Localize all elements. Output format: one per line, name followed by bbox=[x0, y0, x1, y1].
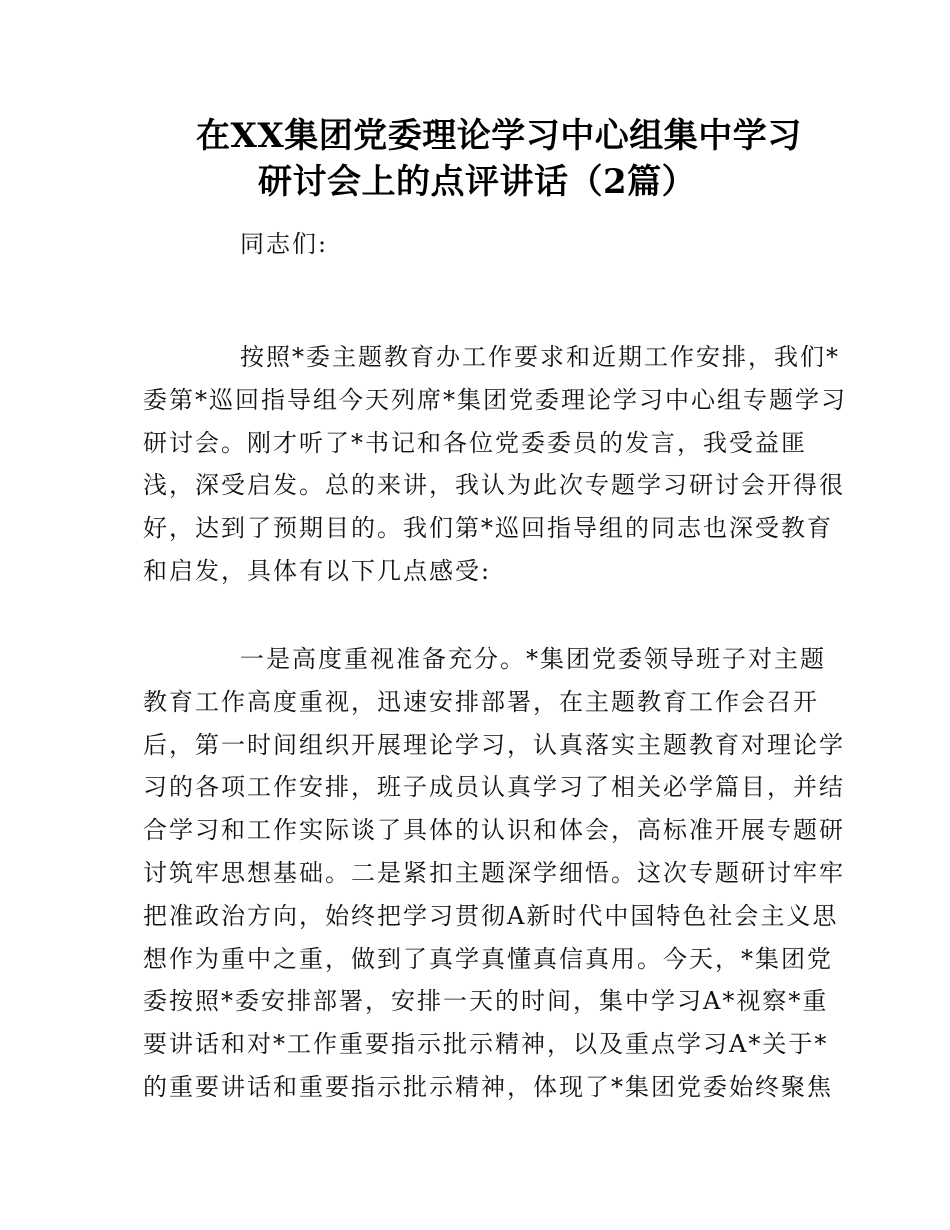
paragraph-line: 讨筑牢思想基础。二是紧扣主题深学细悟。这次专题研讨牢牢 bbox=[143, 858, 845, 887]
paragraph-line: 教育工作高度重视，迅速安排部署，在主题教育工作会召开 bbox=[143, 687, 819, 716]
document-title-line-1: 在XX集团党委理论学习中心组集中学习 bbox=[196, 116, 802, 156]
paragraph-line: 好，达到了预期目的。我们第*巡回指导组的同志也深受教育 bbox=[143, 514, 833, 543]
paragraph-line: 把准政治方向，始终把学习贯彻A新时代中国特色社会主义思 bbox=[143, 901, 839, 930]
paragraph-line: 后，第一时间组织开展理论学习，认真落实主题教育对理论学 bbox=[143, 730, 845, 759]
paragraph-2 bbox=[143, 638, 845, 1109]
paragraph-line: 一是高度重视准备充分。*集团党委领导班子对主题 bbox=[240, 645, 826, 673]
paragraph-line: 委按照*委安排部署，安排一天的时间，集中学习A*视察*重 bbox=[143, 987, 829, 1016]
paragraph-line: 按照*委主题教育办工作要求和近期工作安排，我们* bbox=[240, 343, 840, 371]
paragraph-line: 的重要讲话和重要指示批示精神，体现了*集团党委始终聚焦 bbox=[143, 1072, 833, 1101]
paragraph-line: 浅，深受启发。总的来讲，我认为此次专题学习研讨会开得很 bbox=[143, 471, 845, 500]
paragraph-line: 习的各项工作安排，班子成员认真学习了相关必学篇目，并结 bbox=[143, 773, 845, 802]
paragraph-line: 研讨会。刚才听了*书记和各位党委委员的发言，我受益匪 bbox=[143, 428, 807, 457]
paragraph-1 bbox=[143, 336, 847, 593]
paragraph-line: 和启发，具体有以下几点感受: bbox=[143, 556, 492, 585]
paragraph-line: 合学习和工作实际谈了具体的认识和体会，高标准开展专题研 bbox=[143, 816, 845, 845]
paragraph-line: 要讲话和对*工作重要指示批示精神，以及重点学习A*关于* bbox=[143, 1030, 829, 1059]
document-title-line-2: 研讨会上的点评讲话（2篇） bbox=[258, 162, 697, 202]
paragraph-line: 委第*巡回指导组今天列席*集团党委理论学习中心组专题学习 bbox=[143, 385, 847, 414]
salutation: 同志们: bbox=[240, 230, 329, 258]
paragraph-line: 想作为重中之重，做到了真学真懂真信真用。今天，*集团党 bbox=[143, 944, 833, 973]
